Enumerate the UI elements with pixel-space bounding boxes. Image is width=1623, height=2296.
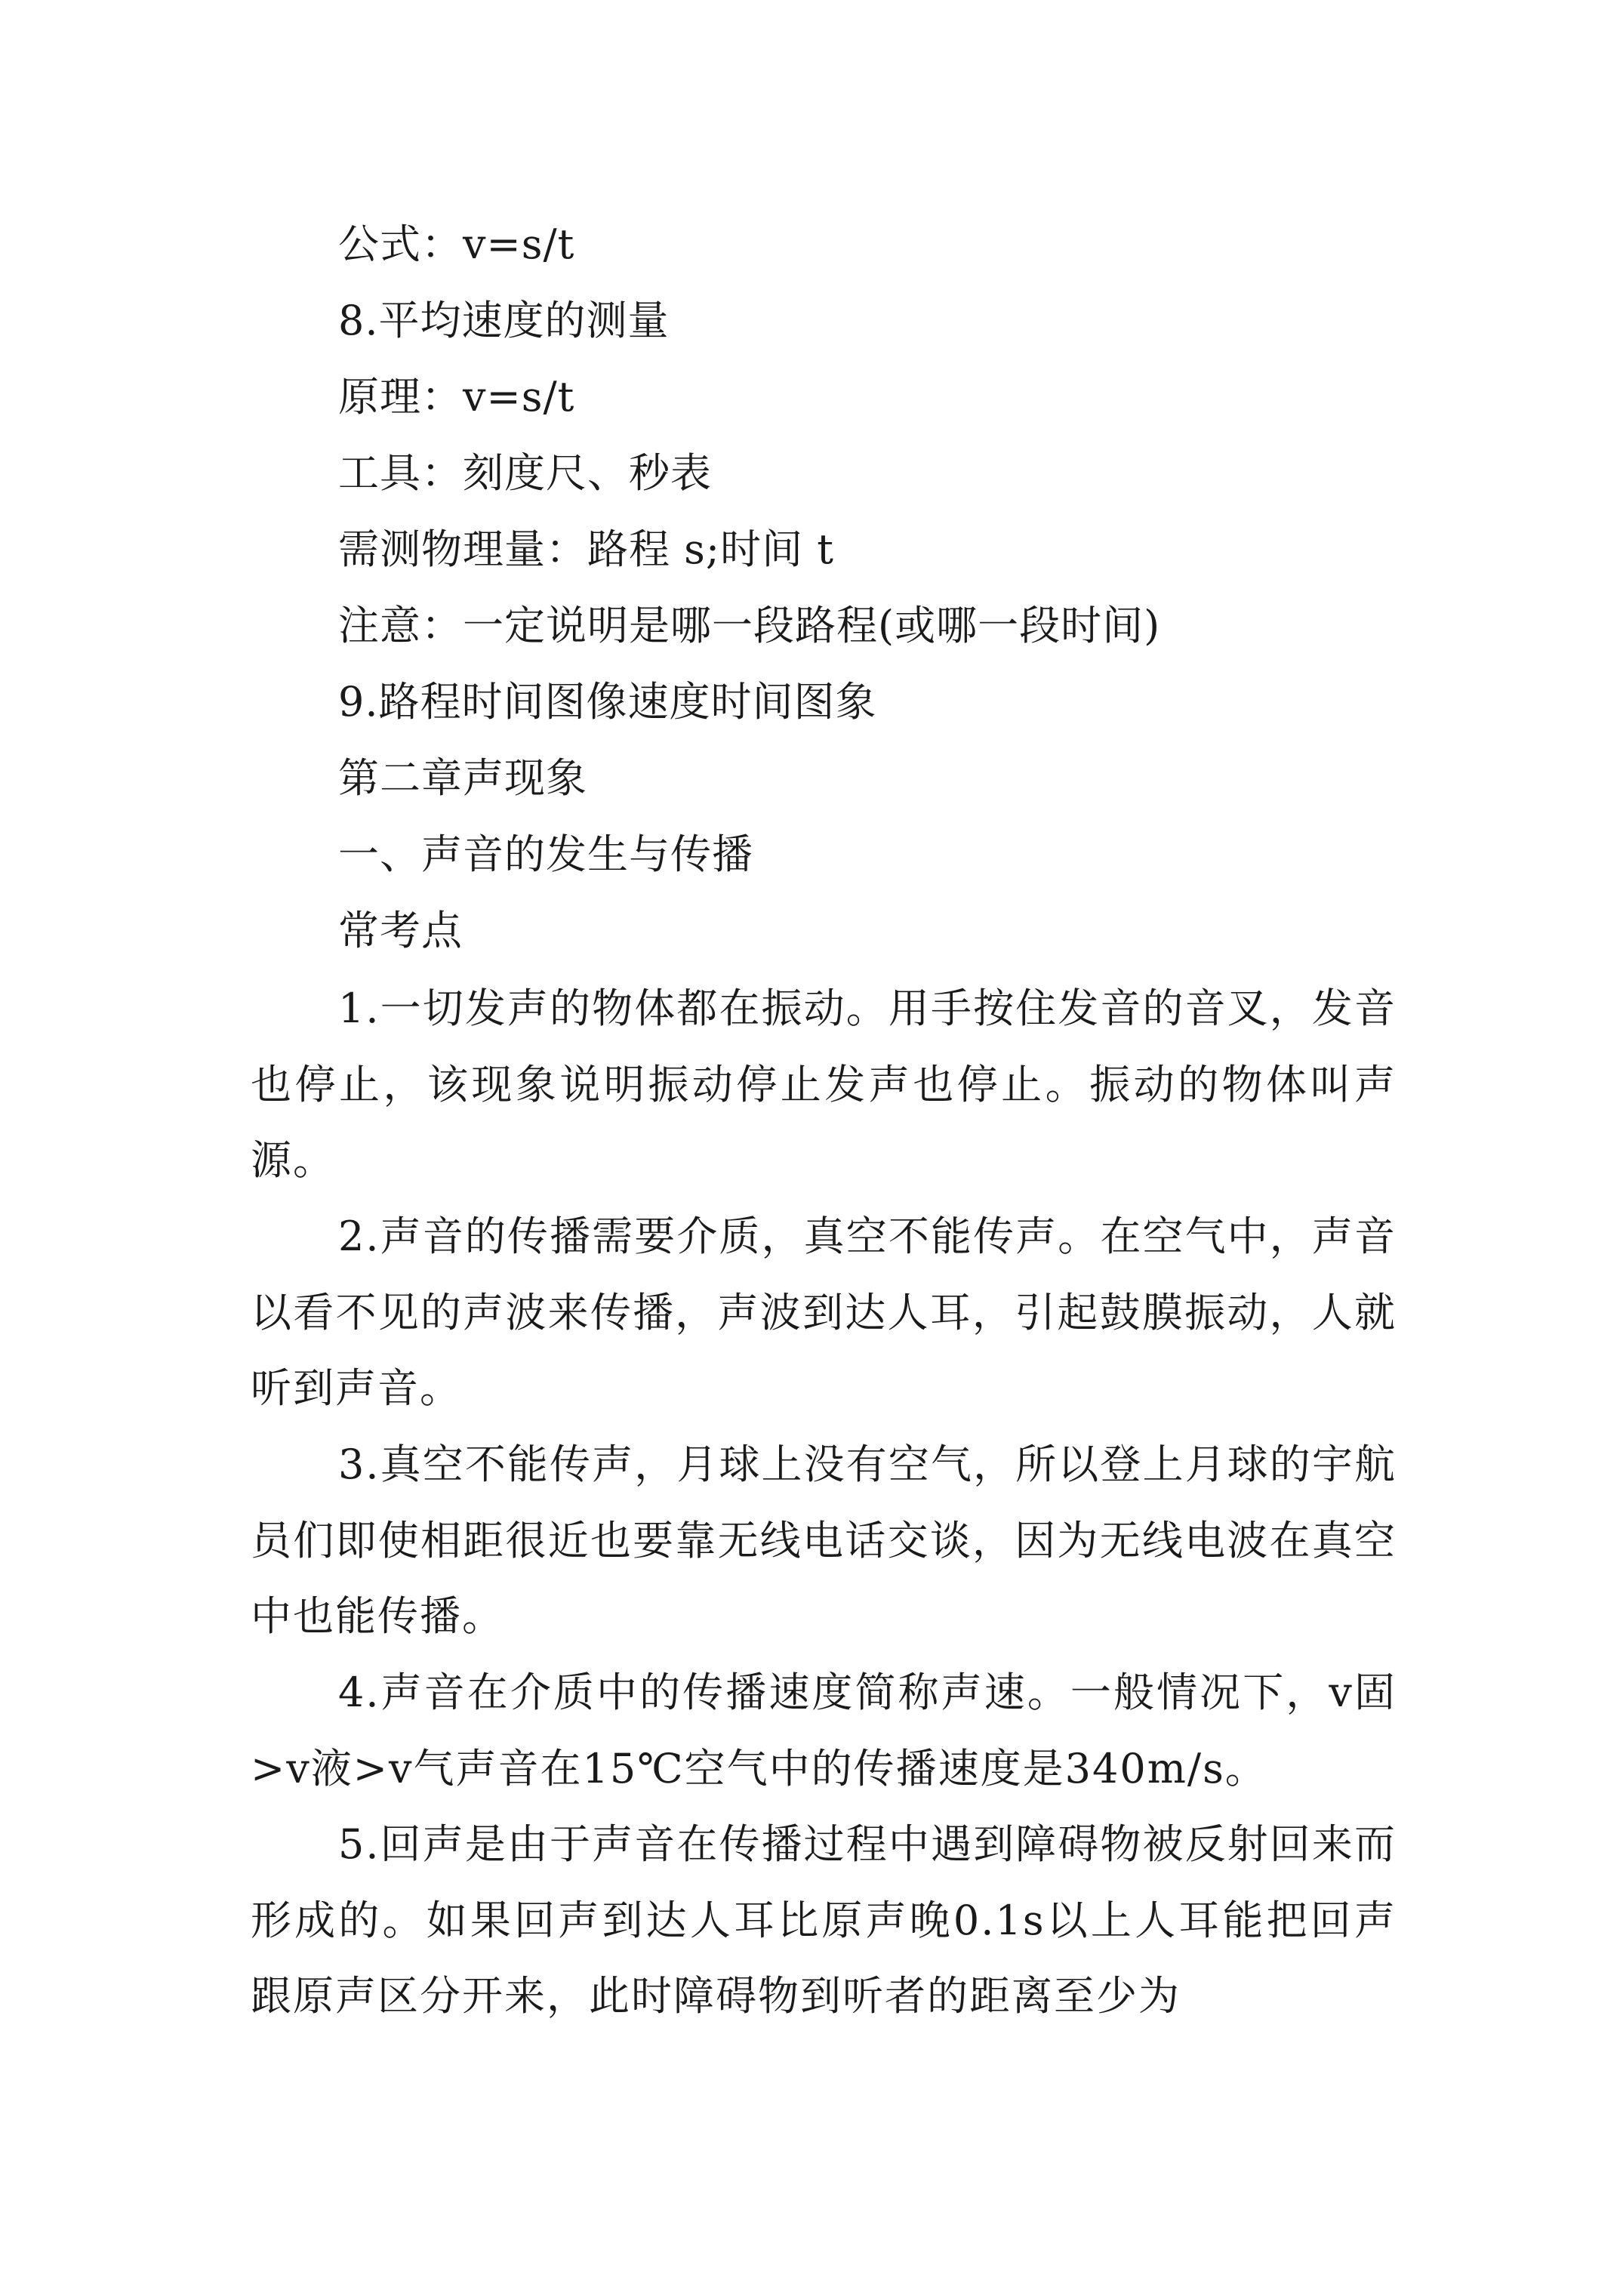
principle-line: 原理：v=s/t: [338, 373, 575, 421]
quantities-line: 需测物理量：路程 s;时间 t: [338, 525, 834, 573]
paragraph-1: 1.一切发声的物体都在振动。用手按住发音的音叉，发音也停止，该现象说明振动停止发声也停止。振动的物体叫声源。: [251, 985, 1397, 1184]
section-title: 一、声音的发生与传播: [338, 831, 753, 878]
key-points-heading: 常考点: [338, 907, 463, 954]
paragraph-2: 2.声音的传播需要介质，真空不能传声。在空气中，声音以看不见的声波来传播，声波到达人耳，引起鼓膜振动，人就听到声音。: [251, 1213, 1397, 1412]
paragraph-4: 4.声音在介质中的传播速度简称声速。一般情况下，v固>v液>v气声音在15℃空气中的传播速度是340m/s。: [251, 1669, 1397, 1792]
tools-line: 工具：刻度尺、秒表: [338, 449, 712, 497]
note-line: 注意：一定说明是哪一段路程(或哪一段时间): [338, 602, 1161, 649]
heading-graphs: 9.路程时间图像速度时间图象: [338, 678, 877, 726]
heading-average-speed-measurement: 8.平均速度的测量: [338, 297, 670, 344]
paragraph-5: 5.回声是由于声音在传播过程中遇到障碍物被反射回来而形成的。如果回声到达人耳比原声晚0.1s以上人耳能把回声跟原声区分开来，此时障碍物到听者的距离至少为: [251, 1820, 1397, 2020]
paragraph-3: 3.真空不能传声，月球上没有空气，所以登上月球的宇航员们即使相距很近也要靠无线电话交谈，因为无线电波在真空中也能传播。: [251, 1441, 1397, 1640]
formula-line: 公式：v=s/t: [338, 220, 575, 268]
chapter-title: 第二章声现象: [338, 754, 587, 802]
